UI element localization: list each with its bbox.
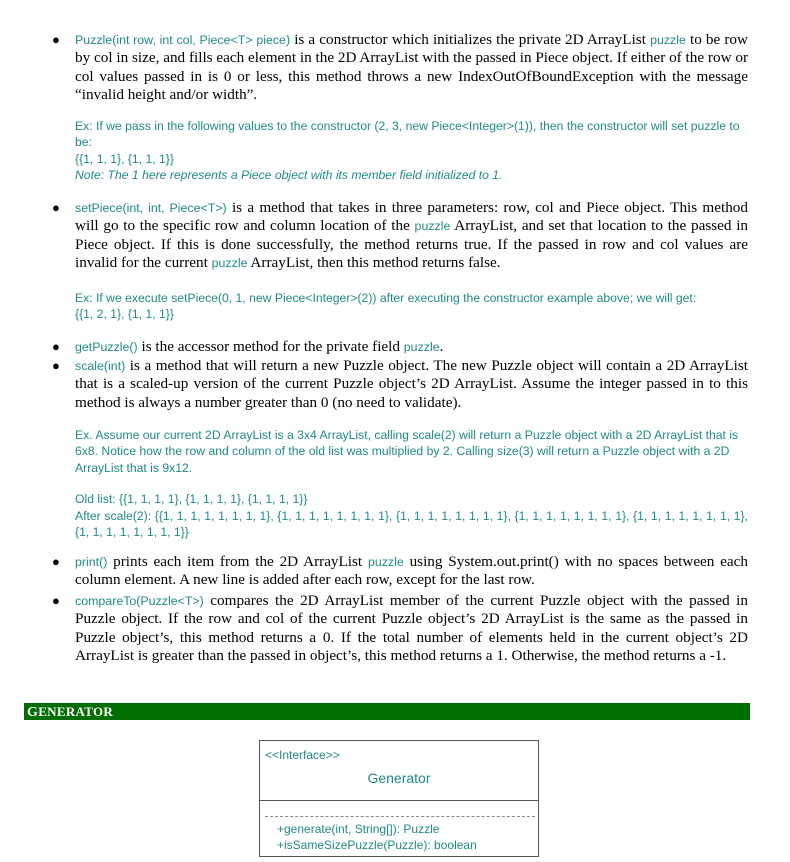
code-puzzle: puzzle — [367, 555, 404, 569]
bullet-scale — [52, 357, 748, 412]
example-setpiece-line2: {{1, 2, 1}, {1, 1, 1}} — [75, 307, 174, 322]
uml-method: +generate(int, String[]): Puzzle — [277, 822, 440, 836]
example-scale — [75, 427, 748, 540]
example-setpiece-line1: Ex: If we execute setPiece(0, 1, new Piece<Integer>(2)) after executing the constructor example above; we will get: — [75, 291, 697, 305]
code-puzzle: puzzle — [414, 219, 451, 234]
bullet-compareto — [52, 592, 748, 666]
uml-class-name: Generator — [367, 770, 431, 786]
text-getpuzzle-b: . — [439, 338, 444, 355]
text-print-b: using System.out.print() with no spaces between each column element. A new line is added after each row, except for the last row. — [75, 553, 748, 589]
text-setpiece-a: is a method that takes in three parameters: row, col and Piece object. This method will go to the specific row and column location of the — [75, 199, 748, 235]
code-getpuzzle: getPuzzle() — [75, 340, 138, 354]
section-header-generator — [24, 703, 750, 720]
bullet-icon: ● — [52, 554, 60, 569]
text-compareto-a: compares the 2D ArrayList member of the current Puzzle object with the passed in Puzzle object. If the row and col of the current Puzzle object’s 2D ArrayList is the same as the passed in Puzzle object’s, this method returns a 0. If the total number of elements held in the current object’s 2D ArrayList is greater than the passed in object’s, this method returns a 1. Otherwise, the method returns a -1. — [75, 592, 748, 665]
code-scale: scale(int) — [75, 359, 126, 373]
example-constructor-note: Note: The 1 here represents a Piece object with its member field initialized to 1. — [75, 168, 503, 183]
code-setpiece: setPiece(int, int, Piece<T>) — [75, 201, 227, 215]
text-constructor-a: is a constructor which initializes the private 2D ArrayList — [290, 31, 651, 48]
example-setpiece — [75, 290, 748, 323]
code-puzzle: puzzle — [403, 340, 440, 354]
bullet-setpiece — [52, 199, 749, 273]
bullet-icon: ● — [52, 339, 60, 354]
example-constructor-line2: {{1, 1, 1}, {1, 1, 1}} — [75, 151, 174, 166]
section-header-rest: ENERATOR — [38, 704, 114, 719]
example-scale-after: After scale(2): {{1, 1, 1, 1, 1, 1, 1, 1}, {1, 1, 1, 1, 1, 1, 1, 1}, {1, 1, 1, 1, 1, 1, 1, 1}, {1, 1, 1, 1, 1, 1, 1, 1}, {1, 1, 1, 1, 1, 1, 1, 1}, {1, 1, 1, 1, 1, 1, 1, 1}} — [75, 508, 748, 540]
code-puzzle: puzzle — [211, 256, 248, 271]
uml-methods — [277, 822, 477, 853]
example-constructor — [75, 118, 748, 184]
code-print: print() — [75, 555, 108, 569]
text-getpuzzle-a: is the accessor method for the private field — [137, 338, 404, 355]
section-header-initial: G — [27, 705, 39, 720]
uml-stereotype: <<Interface>> — [265, 748, 340, 762]
example-constructor-line1: Ex: If we pass in the following values to the constructor (2, 3, new Piece<Integer>(1)), then the constructor will set puzzle to be: — [75, 119, 740, 150]
text-setpiece-b: ArrayList, and set that location to the passed in Piece object. If this is done successfully, the method returns true. If the passed in row and col values are invalid for the current — [75, 217, 749, 272]
example-scale-line1: Ex. Assume our current 2D ArrayList is a 3x4 ArrayList, calling scale(2) will return a Puzzle object with a 2D ArrayList that is 6x8. Notice how the row and column of the old list was multiplied by 2. Calling size(3) will return a Puzzle object with a 2D ArrayList that is 9x12. — [75, 428, 739, 475]
bullet-print — [52, 553, 748, 590]
bullet-getpuzzle — [52, 338, 748, 356]
bullet-icon: ● — [52, 593, 60, 608]
example-scale-old: Old list: {{1, 1, 1, 1}, {1, 1, 1, 1}, {1, 1, 1, 1}} — [75, 492, 308, 507]
uml-class-box — [259, 740, 539, 857]
code-puzzle: puzzle — [650, 33, 686, 47]
code-constructor: Puzzle(int row, int col, Piece<T> piece) — [75, 33, 291, 47]
bullet-icon: ● — [52, 200, 60, 215]
uml-divider — [265, 816, 535, 817]
text-setpiece-c: ArrayList, then this method returns false. — [247, 254, 501, 272]
text-print-a: prints each item from the 2D ArrayList — [107, 553, 368, 570]
bullet-constructor — [52, 31, 748, 105]
text-constructor-b: to be row by col in size, and fills each element in the 2D ArrayList with the passed in Piece object. If either of the row or col values passed in is 0 or less, this method throws a new IndexOutOfBoundException with the message “invalid height and/or width”. — [75, 31, 748, 104]
uml-method: +isSameSizePuzzle(Puzzle): boolean — [277, 837, 477, 852]
text-scale-a: is a method that will return a new Puzzle object. The new Puzzle object will contain a 2D ArrayList that is a scaled-up version of the current Puzzle object’s 2D ArrayList. Assume the integer passed in to this method is always a number greater than 0 (no need to validate). — [75, 357, 748, 411]
bullet-icon: ● — [52, 32, 60, 47]
code-compareto: compareTo(Puzzle<T>) — [75, 594, 204, 608]
uml-header — [260, 741, 538, 801]
bullet-icon: ● — [52, 358, 60, 373]
